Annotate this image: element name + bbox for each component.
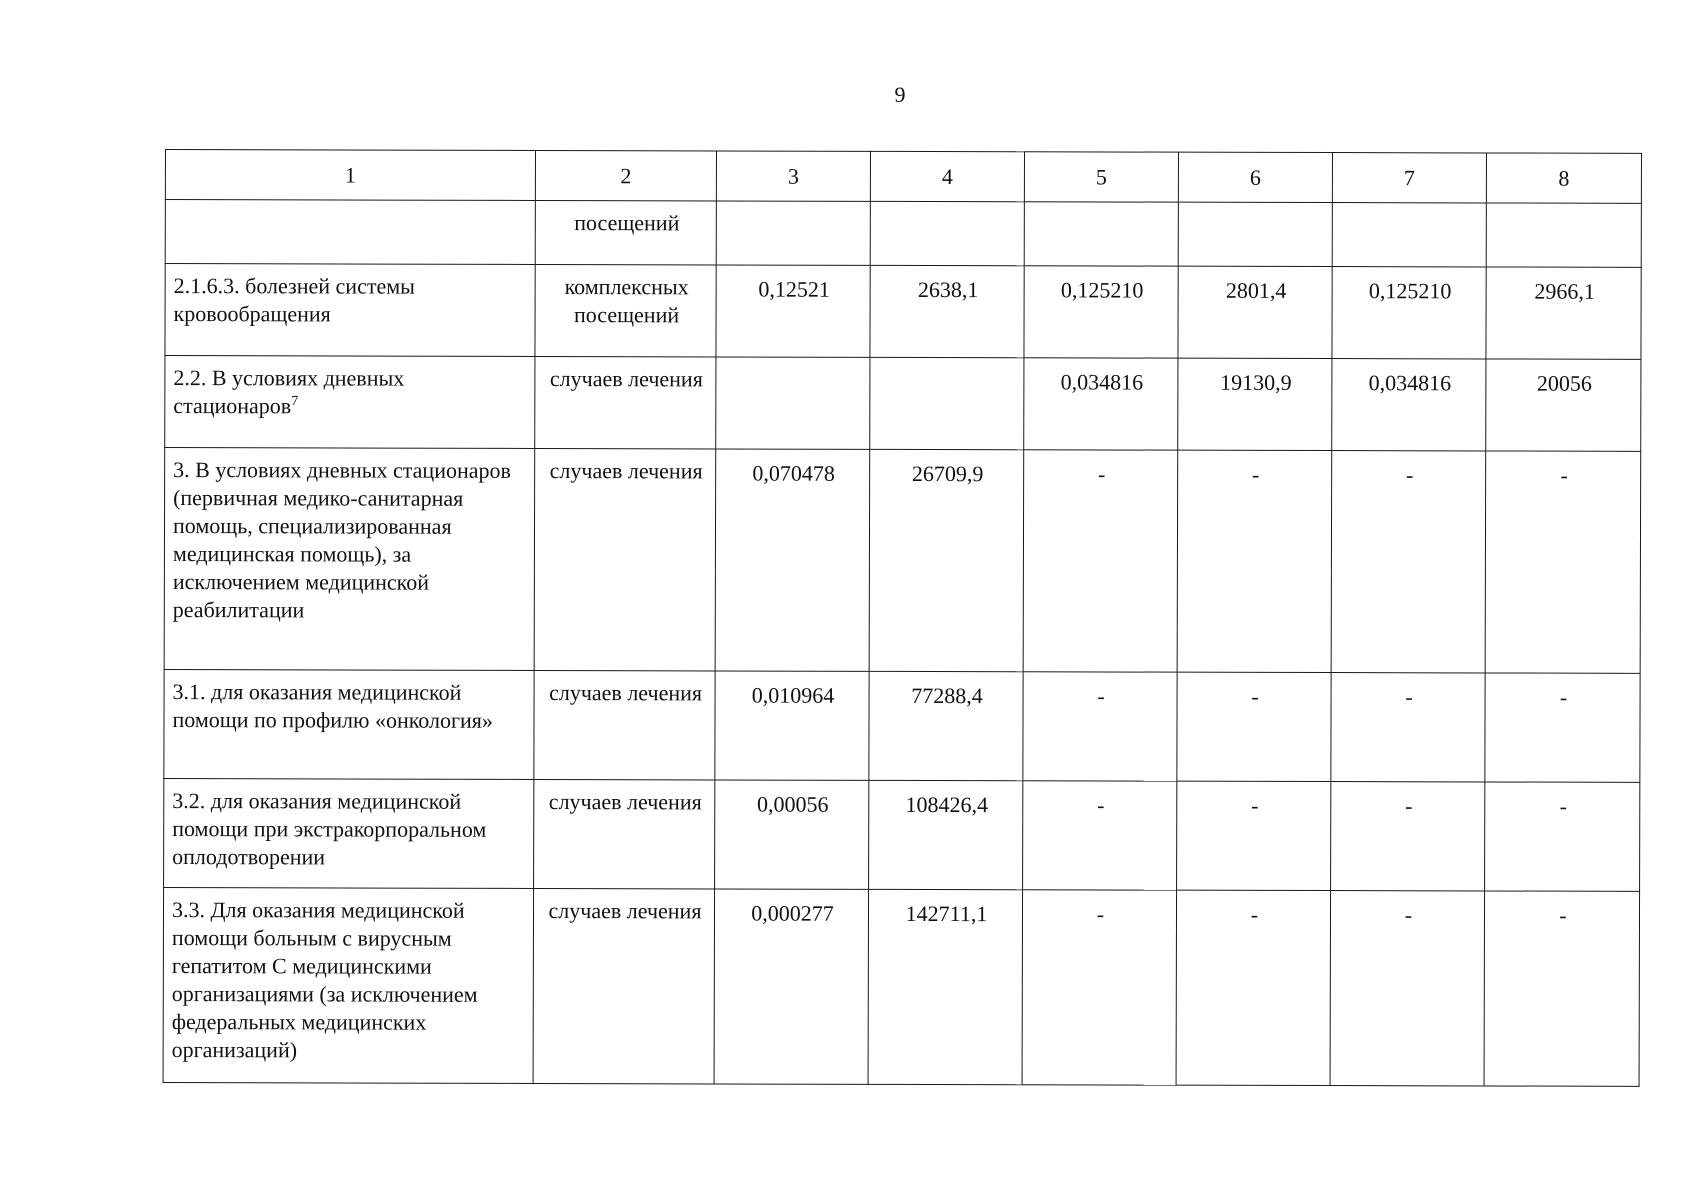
- column-header: 5: [1024, 152, 1178, 202]
- column-header: 4: [870, 151, 1024, 201]
- cell-col7: -: [1331, 451, 1486, 673]
- column-header: 3: [716, 151, 870, 201]
- cell-col4: [870, 357, 1024, 449]
- cell-col8: -: [1485, 673, 1640, 782]
- cell-col3: 0,12521: [716, 265, 870, 357]
- header-row: [165, 150, 1641, 204]
- row-unit: посещений: [535, 200, 716, 264]
- cell-col5: 0,125210: [1024, 266, 1178, 358]
- data-table: [163, 149, 1642, 1087]
- row-name: [165, 200, 535, 265]
- cell-col5: -: [1022, 890, 1177, 1085]
- cell-col8: [1486, 203, 1641, 267]
- row-unit: комплексных посещений: [535, 264, 716, 356]
- cell-col3: [716, 201, 870, 265]
- cell-col5: -: [1023, 781, 1177, 890]
- table-row: [164, 448, 1641, 674]
- cell-col4: 142711,1: [868, 889, 1023, 1084]
- column-header: 6: [1178, 152, 1332, 202]
- row-unit: случаев лечения: [533, 888, 715, 1083]
- cell-col8: 2966,1: [1486, 267, 1641, 359]
- row-unit: случаев лечения: [535, 356, 716, 448]
- cell-col7: [1332, 203, 1486, 267]
- cell-col6: -: [1177, 781, 1331, 890]
- row-name: 2.1.6.3. болезней системы кровообращения: [165, 264, 535, 357]
- cell-col5: [1024, 202, 1178, 266]
- row-unit: случаев лечения: [534, 448, 716, 670]
- page-number: 9: [894, 82, 906, 107]
- table-row: [165, 356, 1641, 452]
- cell-col8: -: [1485, 451, 1641, 673]
- cell-col6: 2801,4: [1178, 266, 1332, 358]
- cell-col7: -: [1331, 782, 1485, 891]
- column-header: 8: [1486, 153, 1641, 203]
- cell-col6: 19130,9: [1178, 358, 1332, 450]
- cell-col7: 0,125210: [1332, 267, 1486, 359]
- cell-col6: [1178, 202, 1332, 266]
- cell-col4: 108426,4: [869, 780, 1023, 889]
- table-row: [164, 778, 1640, 891]
- column-header: 1: [165, 150, 535, 201]
- cell-col4: [870, 201, 1024, 265]
- cell-col6: -: [1176, 890, 1331, 1085]
- row-unit: случаев лечения: [534, 779, 715, 888]
- cell-col7: -: [1331, 673, 1485, 782]
- cell-col8: 20056: [1486, 359, 1641, 451]
- cell-col7: -: [1330, 891, 1485, 1086]
- row-name: [165, 356, 535, 449]
- row-name-text: 2.2. В условиях дневных стационаров: [173, 365, 405, 419]
- column-header: 7: [1332, 153, 1486, 203]
- cell-col3: 0,00056: [715, 780, 869, 889]
- cell-col3: 0,070478: [715, 449, 870, 671]
- cell-col3: 0,010964: [715, 671, 869, 780]
- cell-col3: 0,000277: [714, 889, 869, 1084]
- cell-col4: 26709,9: [869, 449, 1024, 671]
- table-row: [164, 669, 1640, 782]
- cell-col4: 2638,1: [870, 265, 1024, 357]
- cell-col5: -: [1023, 672, 1177, 781]
- cell-col7: 0,034816: [1332, 359, 1486, 451]
- cell-col4: 77288,4: [869, 671, 1023, 780]
- cell-col5: 0,034816: [1024, 358, 1178, 450]
- cell-col8: -: [1484, 891, 1640, 1086]
- table-row: [165, 264, 1641, 360]
- cell-col8: -: [1485, 782, 1640, 891]
- row-name: 3. В условиях дневных стационаров (первичная медико-санитарная помощь, специализированная медицинская помощь), за исключением медицинской реабилитации: [164, 448, 535, 671]
- cell-col6: -: [1177, 672, 1331, 781]
- row-unit: случаев лечения: [534, 670, 715, 779]
- table-row: [163, 887, 1640, 1086]
- row-name: 3.1. для оказания медицинской помощи по профилю «онкология»: [164, 669, 534, 779]
- row-name: 3.3. Для оказания медицинской помощи больным с вирусным гепатитом С медицинскими организациями (за исключением федеральных медицинских организаций): [163, 887, 534, 1083]
- footnote-marker: 7: [291, 394, 299, 410]
- cell-col6: -: [1177, 450, 1332, 672]
- column-header: 2: [535, 150, 716, 200]
- row-name: 3.2. для оказания медицинской помощи при экстракорпоральном оплодотворении: [164, 778, 534, 888]
- cell-col3: [716, 357, 870, 449]
- cell-col5: -: [1023, 450, 1178, 672]
- table-row: [165, 200, 1641, 268]
